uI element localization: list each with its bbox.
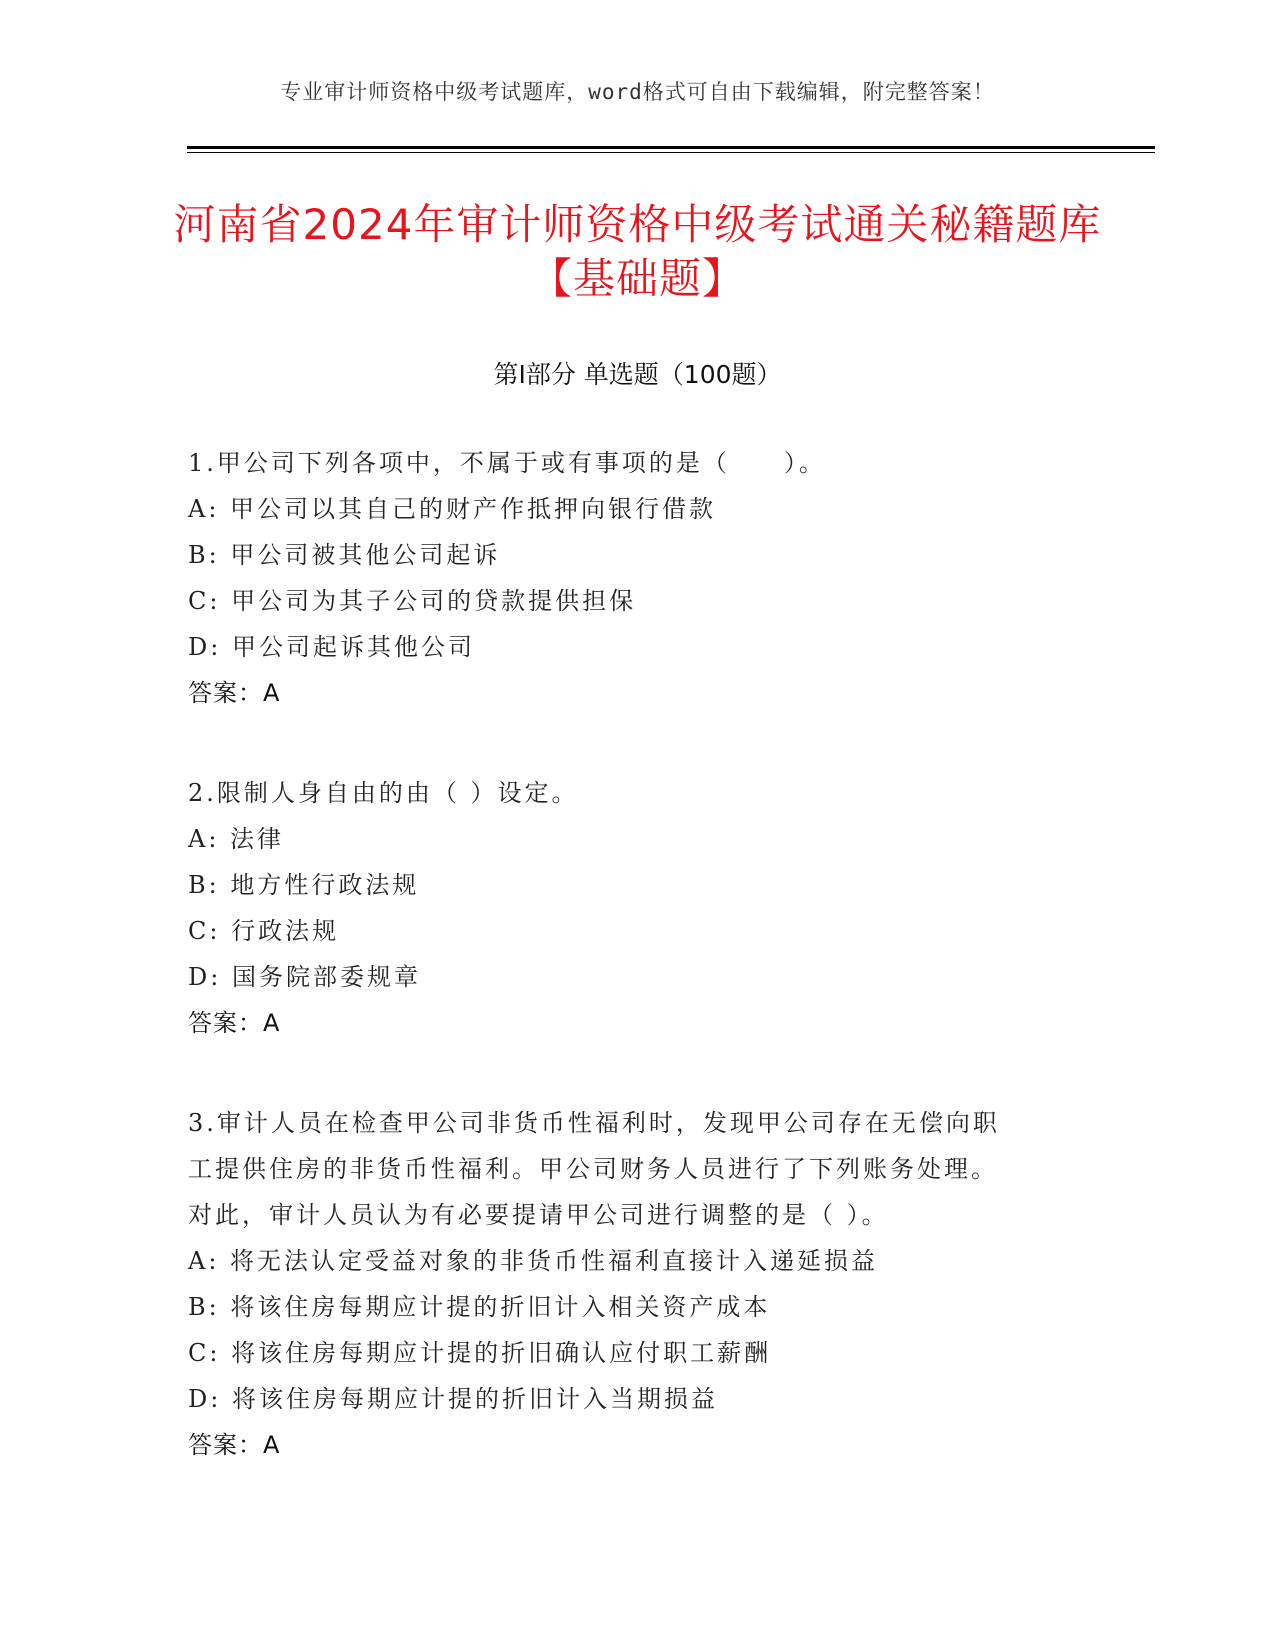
option-a: A: 将无法认定受益对象的非货币性福利直接计入递延损益 [188,1247,879,1275]
option-d: D: 将该住房每期应计提的折旧计入当期损益 [188,1385,718,1413]
question-stem: 1.甲公司下列各项中，不属于或有事项的是（ ）。 [188,449,826,477]
option-c: C: 将该住房每期应计提的折旧确认应付职工薪酬 [188,1339,772,1367]
option-b: B: 地方性行政法规 [188,871,420,899]
question-stem: 2.限制人身自由的由（ ）设定。 [188,779,579,807]
option-a: A: 甲公司以其自己的财产作抵押向银行借款 [188,495,717,523]
option-c: C: 行政法规 [188,917,340,945]
question-2 [188,770,1088,1046]
question-stem-line-2: 工提供住房的非货币性福利。甲公司财务人员进行了下列账务处理。 [188,1155,998,1183]
question-stem-line-3: 对此，审计人员认为有必要提请甲公司进行调整的是（ ）。 [188,1201,889,1229]
header-note: 专业审计师资格中级考试题库，word格式可自由下载编辑，附完整答案！ [280,80,995,104]
option-b: B: 甲公司被其他公司起诉 [188,541,501,569]
question-list [188,440,1088,1522]
answer: 答案：A [188,1431,281,1459]
option-c: C: 甲公司为其子公司的贷款提供担保 [188,587,637,615]
option-d: D: 甲公司起诉其他公司 [188,633,475,661]
question-1 [188,440,1088,716]
section-title: 第I部分 单选题（100题） [493,360,782,389]
option-b: B: 将该住房每期应计提的折旧计入相关资产成本 [188,1293,771,1321]
document-title: 河南省2024年审计师资格中级考试通关秘籍题库【基础题】 [173,200,1102,303]
question-3 [188,1100,1088,1468]
header-rule-thin [187,152,1155,153]
answer: 答案：A [188,679,281,707]
question-stem-line-1: 3.审计人员在检查甲公司非货币性福利时，发现甲公司存在无偿向职 [188,1109,1000,1137]
option-d: D: 国务院部委规章 [188,963,421,991]
answer: 答案：A [188,1009,281,1037]
header-rule-thick [187,146,1155,149]
option-a: A: 法律 [188,825,285,853]
